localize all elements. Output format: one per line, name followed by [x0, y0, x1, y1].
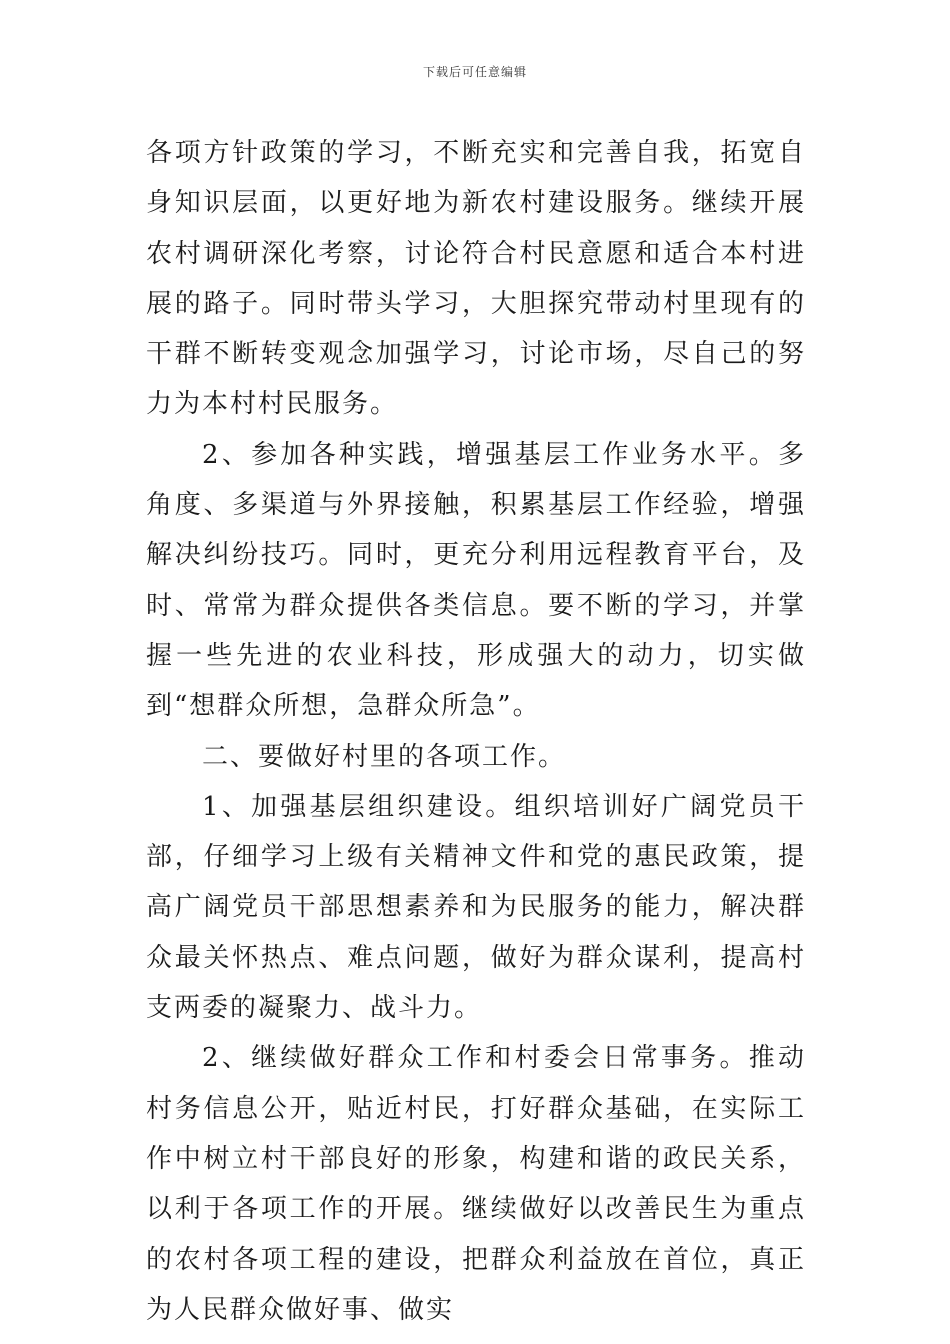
paragraph-practice: 2、参加各种实践，增强基层工作业务水平。多角度、多渠道与外界接触，积累基层工作经验，增强解决纠纷技巧。同时，更充分利用远程教育平台，及时、常常为群众提供各类信息。要不断的学习，并掌握一些先进的农业科技，形成强大的动力，切实做到“想群众所想，急群众所急”。: [146, 439, 806, 722]
paragraph-organization-building: 1、加强基层组织建设。组织培训好广阔党员干部，仔细学习上级有关精神文件和党的惠民政策，提高广阔党员干部思想素养和为民服务的能力，解决群众最关怀热点、难点问题，做好为群众谋利，提高村支两委的凝聚力、战斗力。: [146, 791, 806, 1024]
paragraph-mass-work: 2、继续做好群众工作和村委会日常事务。推动村务信息公开，贴近村民，打好群众基础，在实际工作中树立村干部良好的形象，构建和谐的政民关系，以利于各项工作的开展。继续做好以改善民生为重点的农村各项工程的建设，把群众利益放在首位，真正为人民群众做好事、做实: [146, 1043, 806, 1325]
document-body: [146, 128, 806, 1335]
section-heading-village-work: 二、要做好村里的各项工作。: [202, 741, 567, 772]
paragraph-policy-study: 各项方针政策的学习，不断充实和完善自我，拓宽自身知识层面，以更好地为新农村建设服务。继续开展农村调研深化考察，讨论符合村民意愿和适合本村进展的路子。同时带头学习，大胆探究带动村里现有的干群不断转变观念加强学习，讨论市场，尽自己的努力为本村村民服务。: [146, 138, 806, 420]
page-header-note: 下载后可任意编辑: [422, 65, 527, 79]
